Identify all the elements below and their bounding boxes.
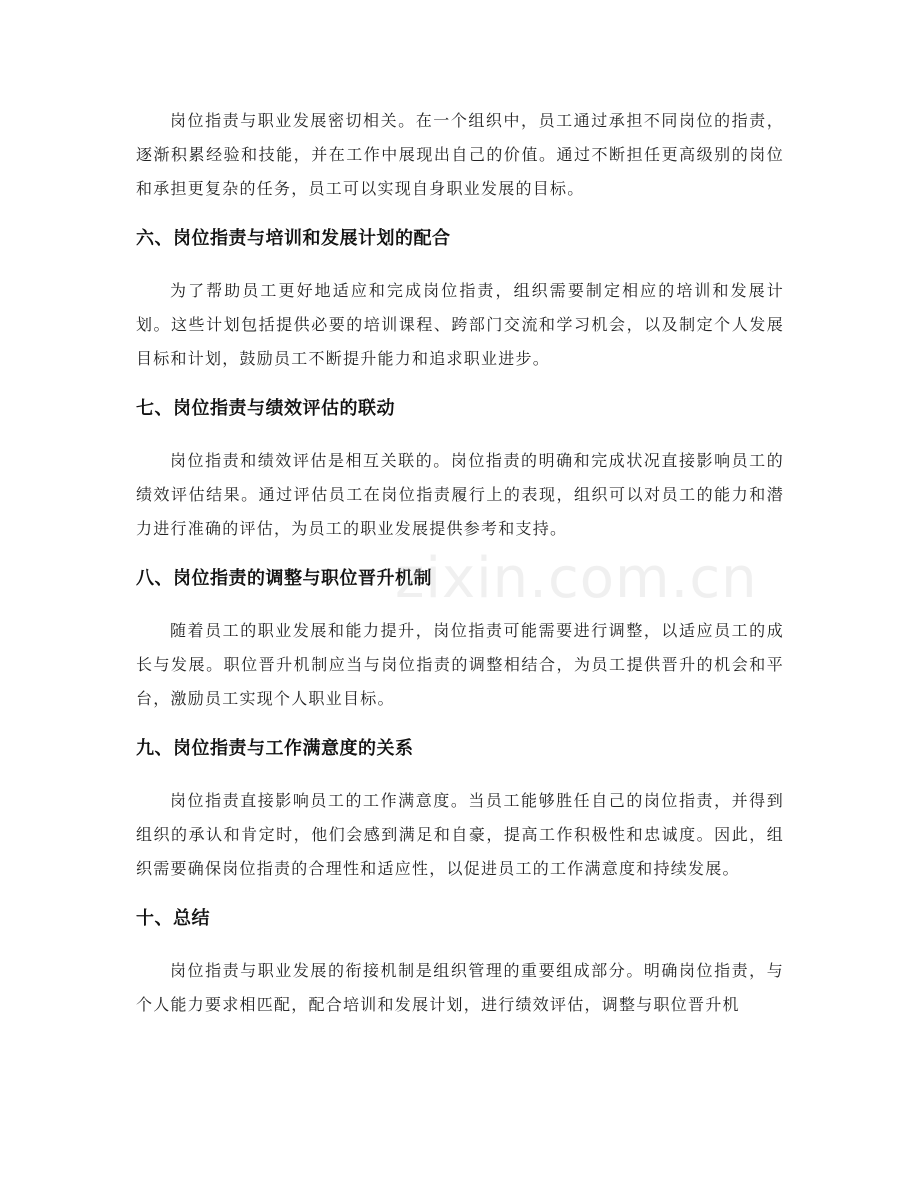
- spacer: [136, 206, 784, 226]
- paragraph-section-8: 随着员工的职业发展和能力提升，岗位指责可能需要进行调整，以适应员工的成长与发展。职位晋升机制应当与岗位指责的调整相结合，为员工提供晋升的机会和平台，激励员工实现个人职业目标。: [136, 621, 784, 708]
- spacer: [136, 592, 784, 614]
- spacer: [136, 422, 784, 444]
- watermark: zixin.com.cn: [395, 546, 758, 611]
- spacer: [136, 546, 784, 566]
- section-heading-7: 七、岗位指责与绩效评估的联动: [136, 398, 395, 419]
- paragraph-section-6: 为了帮助员工更好地适应和完成岗位指责，组织需要制定相应的培训和发展计划。这些计划包括提供必要的培训课程、跨部门交流和学习机会，以及制定个人发展目标和计划，鼓励员工不断提升能力和追求职业进步。: [136, 281, 784, 368]
- paragraph-summary: 岗位指责与职业发展的衔接机制是组织管理的重要组成部分。明确岗位指责，与个人能力要求相匹配，配合培训和发展计划，进行绩效评估，调整与职位晋升机: [136, 961, 784, 1014]
- paragraph-section-7: 岗位指责和绩效评估是相互关联的。岗位指责的明确和完成状况直接影响员工的绩效评估结果。通过评估员工在岗位指责履行上的表现，组织可以对员工的能力和潜力进行准确的评估，为员工的职业发展提供参考和支持。: [136, 451, 784, 538]
- paragraph-section-9: 岗位指责直接影响员工的工作满意度。当员工能够胜任自己的岗位指责，并得到组织的承认和肯定时，他们会感到满足和自豪，提高工作积极性和忠诚度。因此，组织需要确保岗位指责的合理性和适应性，以促进员工的工作满意度和持续发展。: [136, 791, 784, 878]
- paragraph-intro: 岗位指责与职业发展密切相关。在一个组织中，员工通过承担不同岗位的指责，逐渐积累经验和技能，并在工作中展现出自己的价值。通过不断担任更高级别的岗位和承担更复杂的任务，员工可以实现自身职业发展的目标。: [136, 111, 784, 198]
- section-heading-9: 九、岗位指责与工作满意度的关系: [136, 738, 414, 759]
- spacer: [136, 932, 784, 954]
- spacer: [136, 762, 784, 784]
- spacer: [136, 376, 784, 396]
- section-heading-6: 六、岗位指责与培训和发展计划的配合: [136, 228, 451, 249]
- spacer: [136, 886, 784, 906]
- section-heading-10: 十、总结: [136, 908, 210, 929]
- spacer: [136, 252, 784, 274]
- section-heading-8: 八、岗位指责的调整与职位晋升机制: [136, 568, 432, 589]
- spacer: [136, 716, 784, 736]
